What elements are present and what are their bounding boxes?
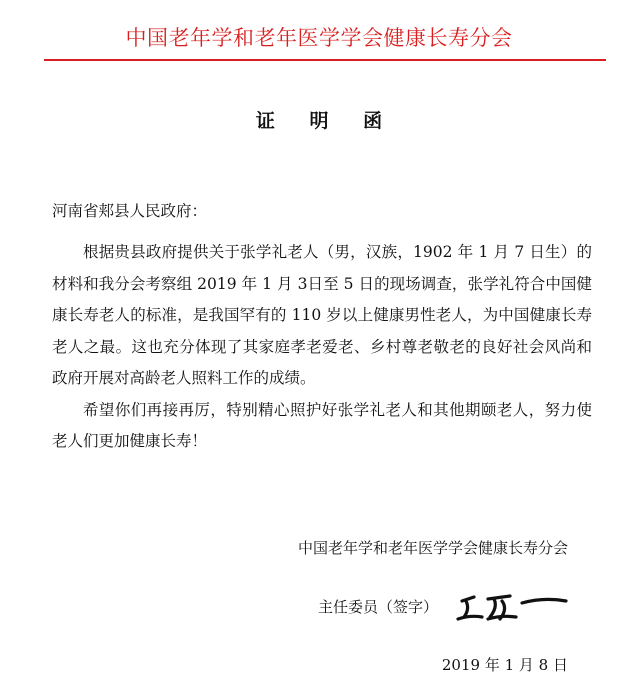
- signing-organization: 中国老年学和老年医学学会健康长寿分会: [297, 539, 568, 557]
- recipient-line: 河南省郏县人民政府：: [52, 202, 208, 220]
- handwritten-signature: [452, 587, 572, 627]
- signing-date: 2019 年 1 月 8 日: [441, 656, 568, 674]
- body-paragraph: 希望你们再接再厉，特别精心照护好张学礼老人和其他期颐老人，努力使老人们更加健康长寿！: [52, 400, 592, 450]
- body-paragraph: 根据贵县政府提供关于张学礼老人（男，汉族，1902 年 1 月 7 日生）的材料和我分会考察组 2019 年 1 月 3日至 5 日的现场调查，张学礼符合中国健康长寿老人的标准，是我国罕有的 110 岁以上健康男性老人，为中国健康长寿老人之最。这也充分体现了其家庭孝老爱老、乡村尊老敬老的良好社会风尚和政府开展对高龄老人照料工作的成绩。: [52, 243, 592, 387]
- letterhead-organization: 中国老年学和老年医学学会健康长寿分会: [125, 26, 513, 50]
- letter-body: [52, 237, 592, 458]
- signer-label: 主任委员（签字）: [318, 598, 439, 616]
- document-title: 证 明 函: [255, 110, 397, 132]
- letterhead-divider: [44, 59, 606, 61]
